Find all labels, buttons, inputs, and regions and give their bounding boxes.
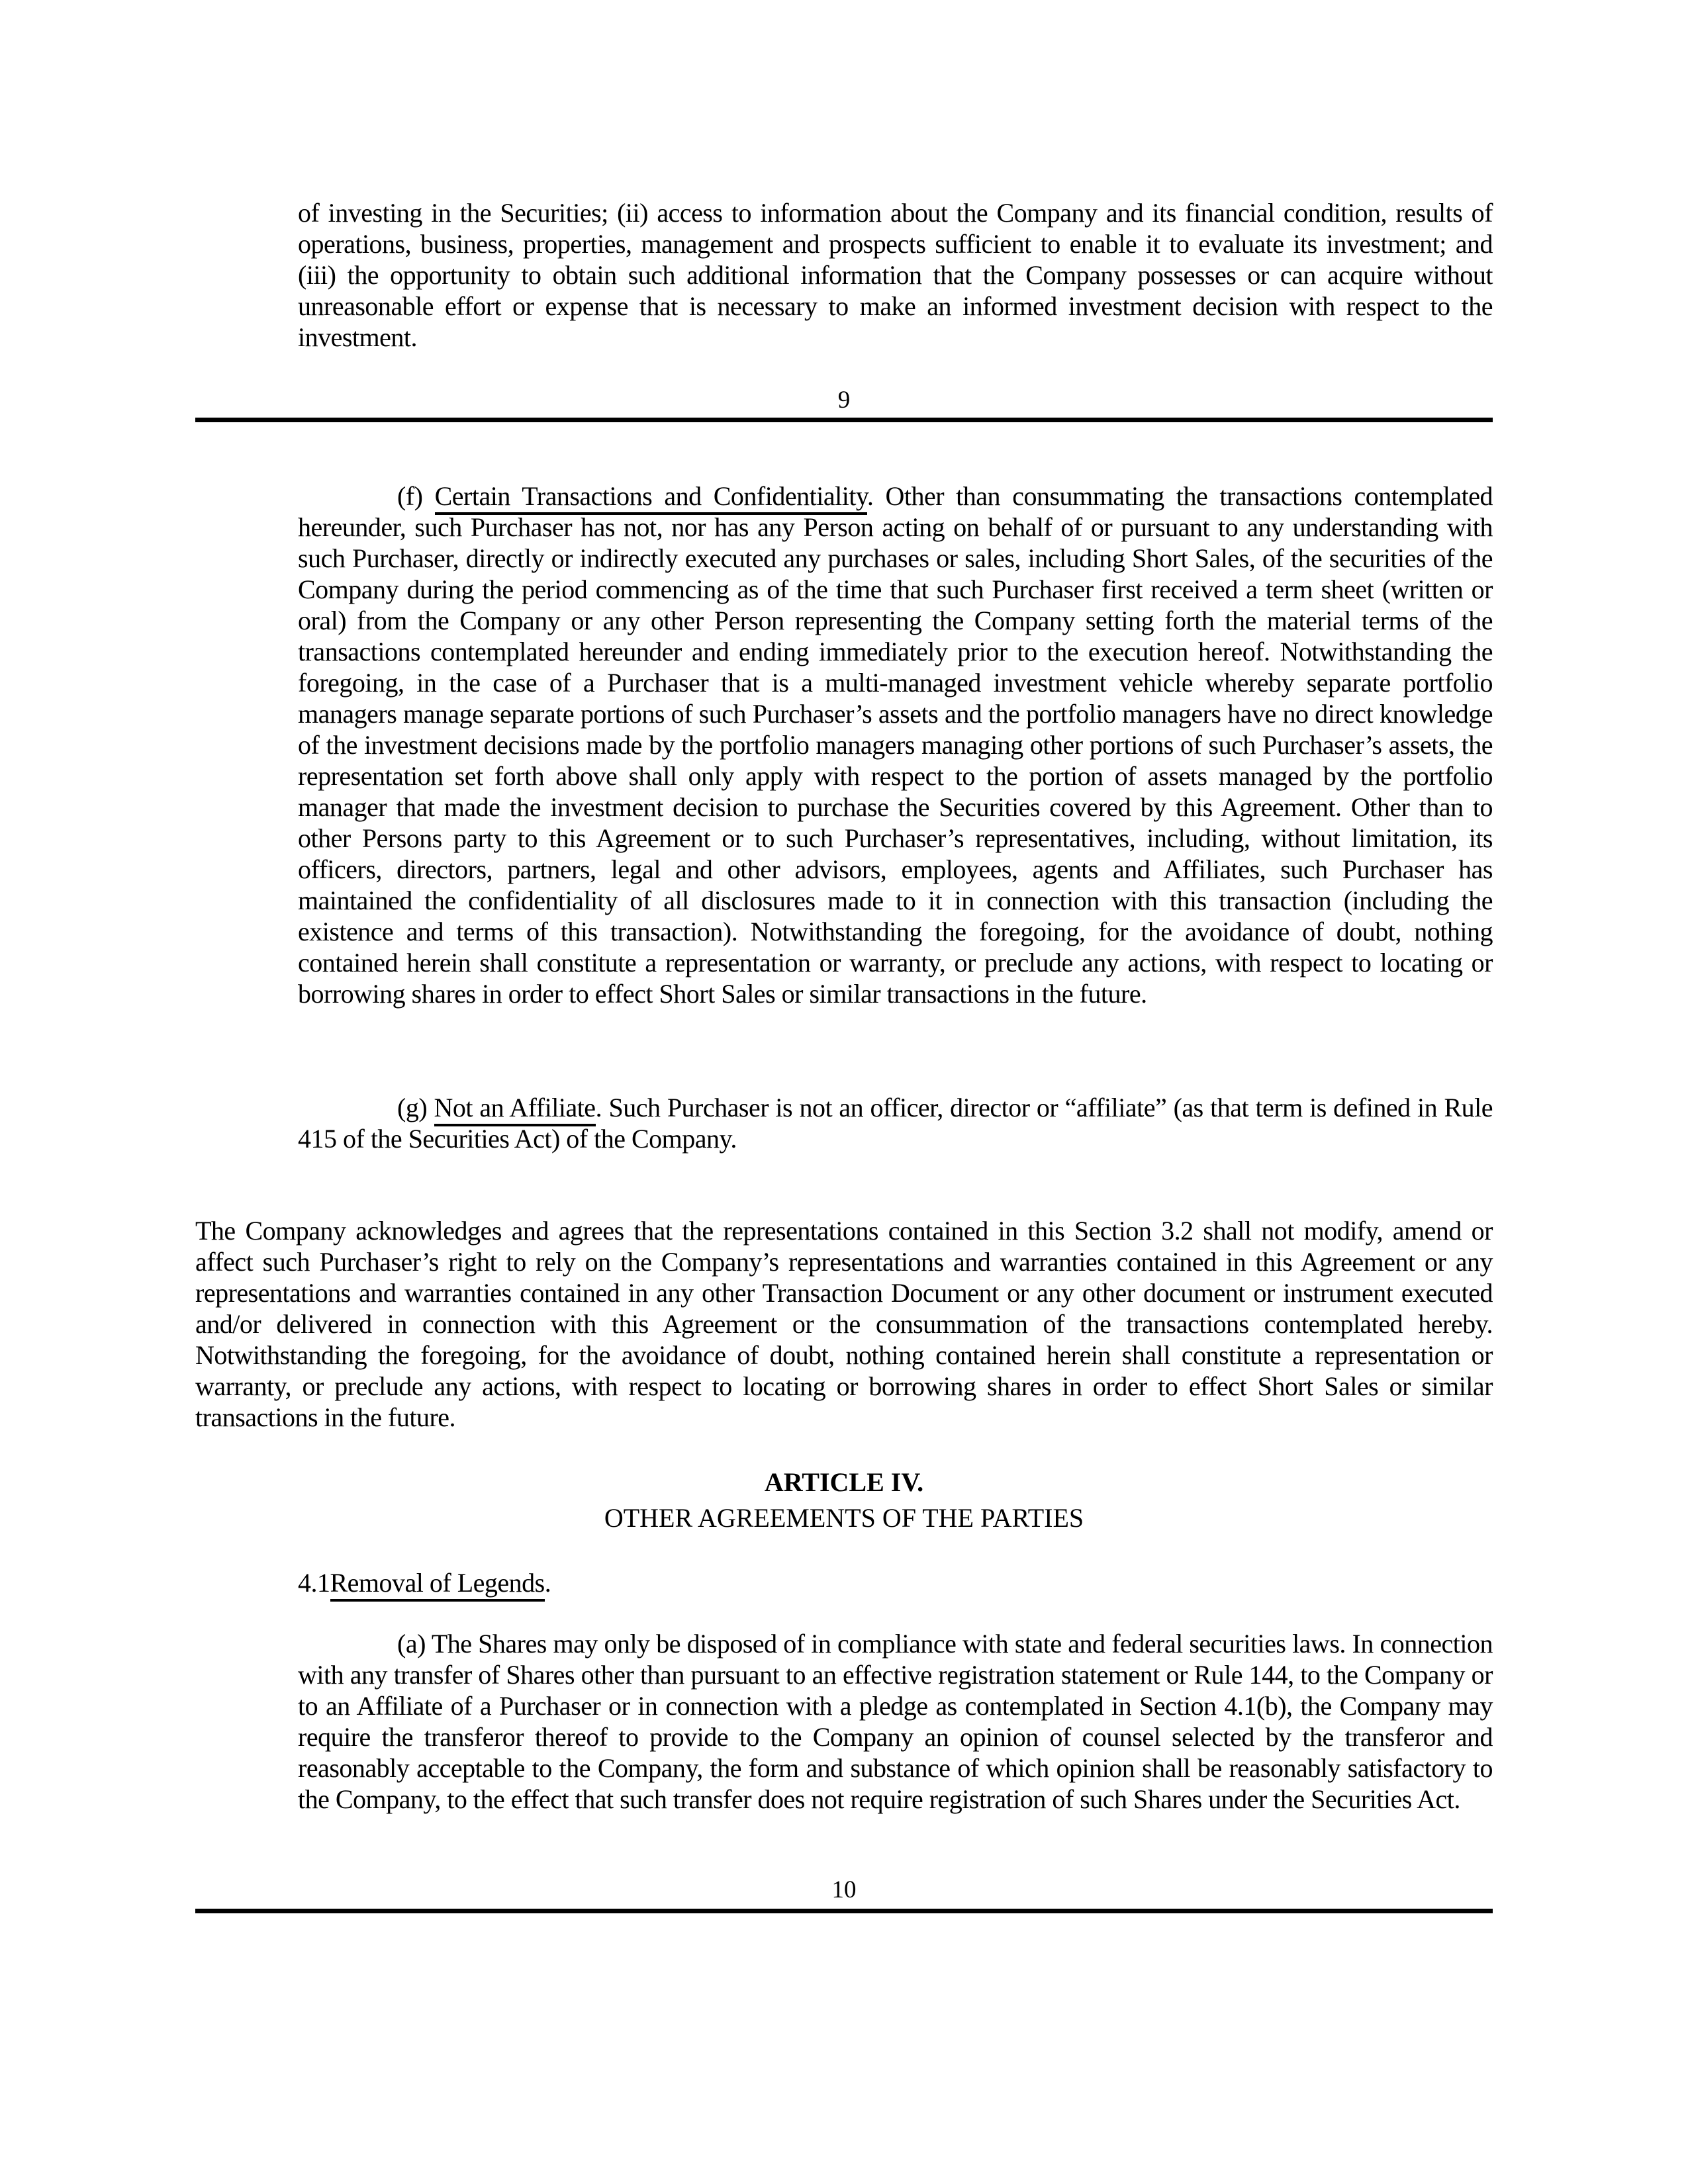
section-f-label: (f) [397, 481, 435, 511]
page-divider-rule-top [195, 418, 1493, 422]
section-g-heading: Not an Affiliate [434, 1093, 596, 1126]
section-a-label: (a) [397, 1629, 432, 1659]
section-4-1-title: Removal of Legends [330, 1568, 545, 1602]
section-4-1-suffix: . [544, 1568, 551, 1598]
page-number-10: 10 [831, 1876, 857, 1903]
article-iv-subheading: OTHER AGREEMENTS OF THE PARTIES [604, 1503, 1084, 1533]
section-4-1-line [298, 1567, 1493, 1598]
page-divider-rule-bottom [195, 1909, 1493, 1913]
continuation-paragraph: of investing in the Securities; (ii) access to information about the Company and its financial condition, results of operations, business, properties, management and prospects sufficient to enable it to evaluate its investment; and (iii) the opportunity to obtain such additional information that the Company possesses or can acquire without unreasonable effort or expense that is necessary to make an informed investment decision with respect to the investment. [298, 198, 1493, 352]
company-acknowledgement-paragraph: The Company acknowledges and agrees that the representations contained in this Section 3.2 shall not modify, amend or affect such Purchaser’s right to rely on the Company’s representations and warranties contained in this Agreement or any representations and warranties contained in any other Transaction Document or any other document or instrument executed and/or delivered in connection with this Agreement or the consummation of the transactions contemplated hereby. Notwithstanding the foregoing, for the avoidance of doubt, nothing contained herein shall constitute a representation or warranty, or preclude any actions, with respect to locating or borrowing shares in order to effect Short Sales or similar transactions in the future. [195, 1216, 1493, 1432]
section-f-body: . Other than consummating the transactions contemplated hereunder, such Purchaser has not, nor has any Person acting on behalf of or pursuant to any understanding with such Purchaser, directly or indirectly executed any purchases or sales, including Short Sales, of the securities of the Company during the period commencing as of the time that such Purchaser first received a term sheet (written or oral) from the Company or any other Person representing the Company setting forth the material terms of the transactions contemplated hereunder and ending immediately prior to the execution hereof. Notwithstanding the foregoing, in the case of a Purchaser that is a multi-managed investment vehicle whereby separate portfolio managers manage separate portions of such Purchaser’s assets and the portfolio managers have no direct knowledge of the investment decisions made by the portfolio managers managing other portions of such Purchaser’s assets, the representation set forth above shall only apply with respect to the portion of assets managed by the portfolio manager that made the investment decision to purchase the Securities covered by this Agreement. Other than to other Persons party to this Agreement or to such Purchaser’s representatives, including, without limitation, its officers, directors, partners, legal and other advisors, employees, agents and Affiliates, such Purchaser has maintained the confidentiality of all disclosures made to it in connection with this transaction (including the existence and terms of this transaction). Notwithstanding the foregoing, for the avoidance of doubt, nothing contained herein shall constitute a representation or warranty, or preclude any actions, with respect to locating or borrowing shares in order to effect Short Sales or similar transactions in the future. [298, 481, 1493, 1009]
article-iv-heading: ARTICLE IV. [764, 1467, 924, 1497]
section-g-paragraph [298, 1092, 1493, 1154]
section-g-label: (g) [397, 1093, 434, 1122]
page-number-9: 9 [837, 387, 851, 414]
section-a-paragraph [298, 1628, 1493, 1815]
document-content [195, 0, 1493, 2184]
section-f-heading: Certain Transactions and Confidentiality [435, 481, 867, 515]
section-a-body: The Shares may only be disposed of in compliance with state and federal securities laws. In connection with any transfer of Shares other than pursuant to an effective registration statement or Rule 144, to the Company or to an Affiliate of a Purchaser or in connection with a pledge as contemplated in Section 4.1(b), the Company may require the transferor thereof to provide to the Company an opinion of counsel selected by the transferor and reasonably acceptable to the Company, the form and substance of which opinion shall be reasonably satisfactory to the Company, to the effect that such transfer does not require registration of such Shares under the Securities Act. [298, 1629, 1493, 1814]
section-4-1-number: 4.1 [298, 1568, 330, 1598]
section-g-body: . Such Purchaser is not an officer, director or “affiliate” (as that term is defined in Rule 415 of the Securities Act) of the Company. [298, 1093, 1493, 1154]
section-f-paragraph [298, 480, 1493, 1009]
